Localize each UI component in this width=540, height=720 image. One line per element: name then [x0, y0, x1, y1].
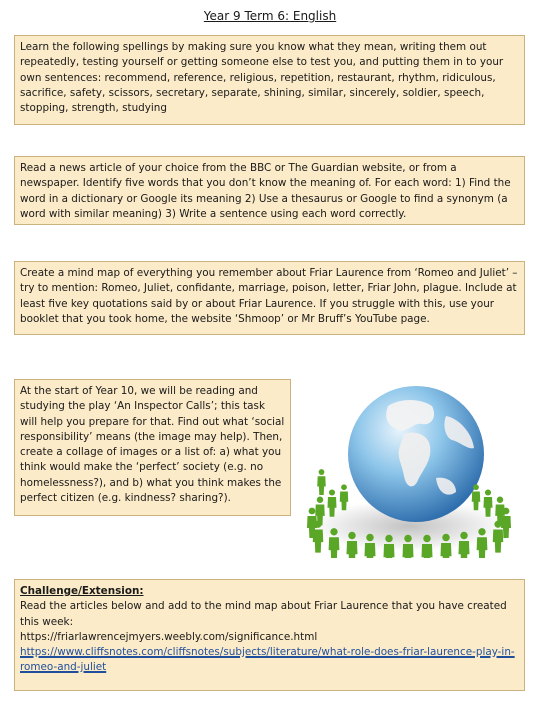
challenge-heading: Challenge/Extension: [20, 585, 144, 597]
task-box-news-article [14, 156, 525, 225]
challenge-box [14, 579, 525, 691]
task-box-inspector-calls [14, 379, 291, 516]
task-text: At the start of Year 10, we will be reading and studying the play ‘An Inspector Calls’; this task will help you prepare for that. Find out what ‘social responsibility’ means (the image may help). Then, create a collage of images or a list of: a) what you think would make the ‘perfect’ society (e.g. no homelessness?), and b) what you think makes the perfect citizen (e.g. kindness? sharing?). [20, 385, 285, 505]
cliffsnotes-link[interactable]: https://www.cliffsnotes.com/cliffsnotes/subjects/literature/what-role-does-friar-laurence-play-in-romeo-and-juliet [20, 646, 515, 674]
task-box-spellings [14, 35, 525, 125]
globe-with-people-icon [296, 376, 522, 558]
task-text: Read a news article of your choice from the BBC or The Guardian website, or from a newspaper. Identify five words that you don’t know the meaning of. For each word: 1) Find the word in a dictionary or Google its meaning 2) Use a thesaurus or Google to find a synonym (a word with similar meaning) 3) Write a sentence using each word correctly. [20, 162, 511, 220]
task-box-mind-map [14, 261, 525, 335]
challenge-text: Read the articles below and add to the mind map about Friar Laurence that you have created this week: [20, 600, 507, 628]
task-text: Learn the following spellings by making sure you know what they mean, writing them out repeatedly, testing yourself or getting someone else to test you, and putting them in to your own sentences: recommend, reference, religious, repetition, restaurant, rhythm, ridiculous, sacrifice, safety, scissors, secretary, separate, shining, similar, sincerely, soldier, speech, stopping, strength, studying [20, 41, 504, 115]
task-text: Create a mind map of everything you remember about Friar Laurence from ‘Romeo and Juliet’ – try to mention: Romeo, Juliet, confidante, marriage, poison, letter, Friar John, plague. Include at least five key quotations said by or about Friar Laurence. If you struggle with this, use your booklet that you took home, the website ‘Shmoop’ or Mr Bruff’s YouTube page. [20, 267, 518, 325]
page-title: Year 9 Term 6: English [203, 9, 337, 23]
weebly-link[interactable]: https://friarlawrencejmyers.weebly.com/significance.html [20, 630, 318, 643]
